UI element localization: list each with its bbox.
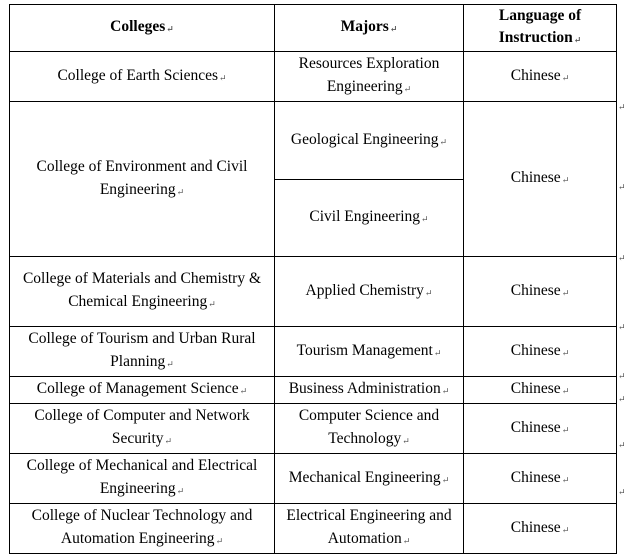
paragraph-mark-icon: ↵ [573, 35, 582, 45]
college-cell: College of Earth Sciences↵ [10, 52, 275, 102]
paragraph-mark-icon: ↵ [561, 72, 570, 83]
paragraph-mark-icon: ↵ [441, 386, 450, 396]
table-row [10, 102, 617, 180]
header-language: Language of Instruction↵ [464, 5, 617, 52]
college-cell: College of Management Science↵ [10, 377, 275, 404]
paragraph-mark-icon: ↵ [166, 359, 174, 369]
major-cell: Computer Science and Technology↵ [275, 404, 464, 454]
paragraph-mark-icon: ↵ [215, 536, 224, 546]
paragraph-mark-icon: ↵ [219, 72, 227, 83]
language-cell: Chinese↵ [464, 52, 617, 102]
paragraph-mark-icon: ↵ [176, 486, 185, 496]
paragraph-mark-icon: ↵ [402, 536, 411, 546]
paragraph-mark-icon: ↵ [403, 84, 412, 94]
row-end-mark-icon: ↵ [618, 322, 626, 332]
college-cell: College of Tourism and Urban Rural Planning↵ [10, 327, 275, 377]
table-row [10, 257, 617, 327]
paragraph-mark-icon: ↵ [421, 214, 429, 224]
college-cell: College of Environment and Civil Engineering↵ [10, 102, 275, 257]
major-cell: Business Administration↵ [275, 377, 464, 404]
paragraph-mark-icon: ↵ [424, 287, 433, 298]
major-cell: Applied Chemistry↵ [275, 257, 464, 327]
language-cell: Chinese↵ [464, 504, 617, 554]
paragraph-mark-icon: ↵ [561, 424, 570, 435]
language-cell: Chinese↵ [464, 257, 617, 327]
paragraph-mark-icon: ↵ [561, 474, 570, 485]
table-row [10, 327, 617, 377]
college-cell: College of Materials and Chemistry & Chemical Engineering↵ [10, 257, 275, 327]
paragraph-mark-icon: ↵ [239, 386, 248, 396]
language-cell: Chinese↵ [464, 102, 617, 257]
row-end-mark-icon: ↵ [618, 394, 626, 404]
major-cell: Civil Engineering↵ [275, 180, 464, 257]
paragraph-mark-icon: ↵ [176, 186, 185, 197]
row-end-mark-icon: ↵ [618, 440, 626, 450]
row-end-mark-icon: ↵ [618, 102, 626, 112]
table-row [10, 404, 617, 454]
paragraph-mark-icon: ↵ [402, 436, 410, 446]
paragraph-mark-icon: ↵ [433, 347, 442, 358]
header-colleges: Colleges↵ [10, 5, 275, 52]
paragraph-mark-icon: ↵ [441, 474, 450, 485]
table-row [10, 377, 617, 404]
major-cell: Geological Engineering↵ [275, 102, 464, 180]
header-row [10, 5, 617, 52]
row-end-mark-icon: ↵ [618, 182, 626, 192]
table-row [10, 52, 617, 102]
paragraph-mark-icon: ↵ [561, 386, 570, 396]
major-cell: Resources Exploration Engineering↵ [275, 52, 464, 102]
language-cell: Chinese↵ [464, 377, 617, 404]
major-cell: Mechanical Engineering↵ [275, 454, 464, 504]
paragraph-mark-icon: ↵ [208, 299, 216, 309]
colleges-table [9, 4, 617, 554]
paragraph-mark-icon: ↵ [561, 287, 570, 298]
college-cell: College of Nuclear Technology and Automation Engineering↵ [10, 504, 275, 554]
college-cell: College of Mechanical and Electrical Engineering↵ [10, 454, 275, 504]
major-cell: Electrical Engineering and Automation↵ [275, 504, 464, 554]
table-row [10, 454, 617, 504]
row-end-mark-icon: ↵ [618, 371, 626, 381]
row-end-mark-icon: ↵ [618, 487, 626, 497]
college-cell: College of Computer and Network Security↵ [10, 404, 275, 454]
header-majors: Majors↵ [275, 5, 464, 52]
language-cell: Chinese↵ [464, 404, 617, 454]
paragraph-mark-icon: ↵ [166, 24, 174, 34]
paragraph-mark-icon: ↵ [561, 175, 570, 185]
table-row [10, 504, 617, 554]
language-cell: Chinese↵ [464, 454, 617, 504]
paragraph-mark-icon: ↵ [164, 436, 173, 446]
paragraph-mark-icon: ↵ [561, 524, 570, 535]
language-cell: Chinese↵ [464, 327, 617, 377]
paragraph-mark-icon: ↵ [561, 347, 570, 358]
major-cell: Tourism Management↵ [275, 327, 464, 377]
paragraph-mark-icon: ↵ [439, 136, 448, 147]
paragraph-mark-icon: ↵ [389, 24, 398, 34]
row-end-mark-icon: ↵ [618, 253, 626, 263]
